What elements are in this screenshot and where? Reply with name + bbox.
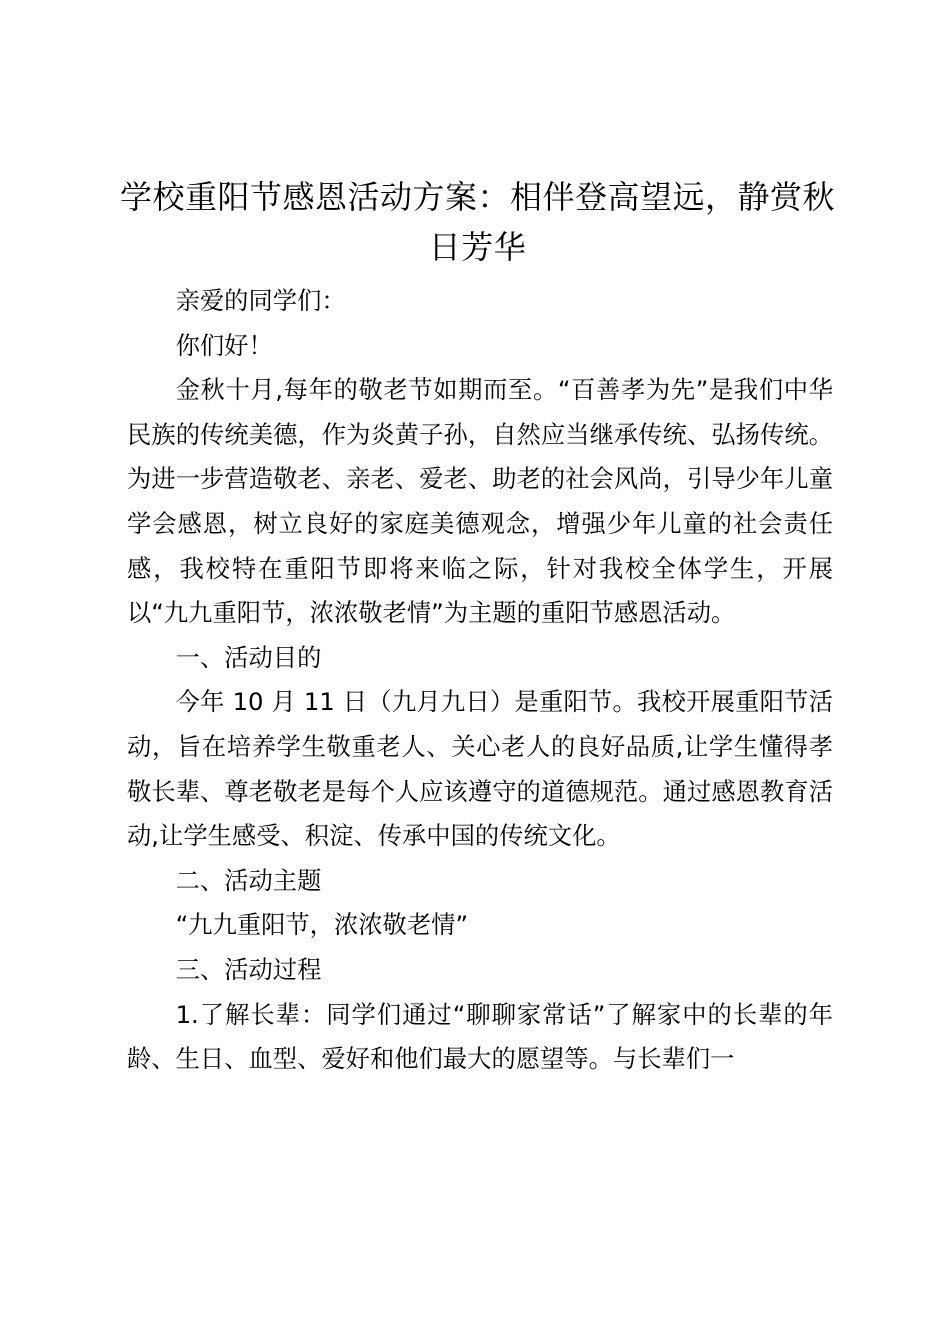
document-title: 学校重阳节感恩活动方案：相伴登高望远，静赏秋日芳华 [120,178,836,266]
theme-paragraph: “九九重阳节，浓浓敬老情” [175,910,469,940]
document-body [127,279,833,1082]
section-heading-purpose: 一、活动目的 [175,642,322,672]
section-heading-theme: 二、活动主题 [175,865,322,895]
greeting: 你们好！ [175,330,273,360]
purpose-paragraph: 今年 10 月 11 日（九月九日）是重阳节。我校开展重阳节活动，旨在培养学生敬重老人、关心老人的良好品质,让学生懂得孝敬长辈、尊老敬老是每个人应该遵守的道德规范。通过感恩教育活动,让学生感受、积淀、传承中国的传统文化。 [127,687,833,851]
process-step-1: 1.了解长辈：同学们通过“聊聊家常话”了解家中的长辈的年龄、生日、血型、爱好和他们最大的愿望等。与长辈们一 [127,999,833,1074]
intro-paragraph: 金秋十月,每年的敬老节如期而至。“百善孝为先”是我们中华民族的传统美德，作为炎黄子孙，自然应当继承传统、弘扬传统。为进一步营造敬老、亲老、爱老、助老的社会风尚，引导少年儿童学会感恩，树立良好的家庭美德观念，增强少年儿童的社会责任感，我校特在重阳节即将来临之际，针对我校全体学生，开展以“九九重阳节，浓浓敬老情”为主题的重阳节感恩活动。 [127,375,833,628]
section-heading-process: 三、活动过程 [175,954,322,984]
salutation: 亲爱的同学们： [175,286,346,315]
